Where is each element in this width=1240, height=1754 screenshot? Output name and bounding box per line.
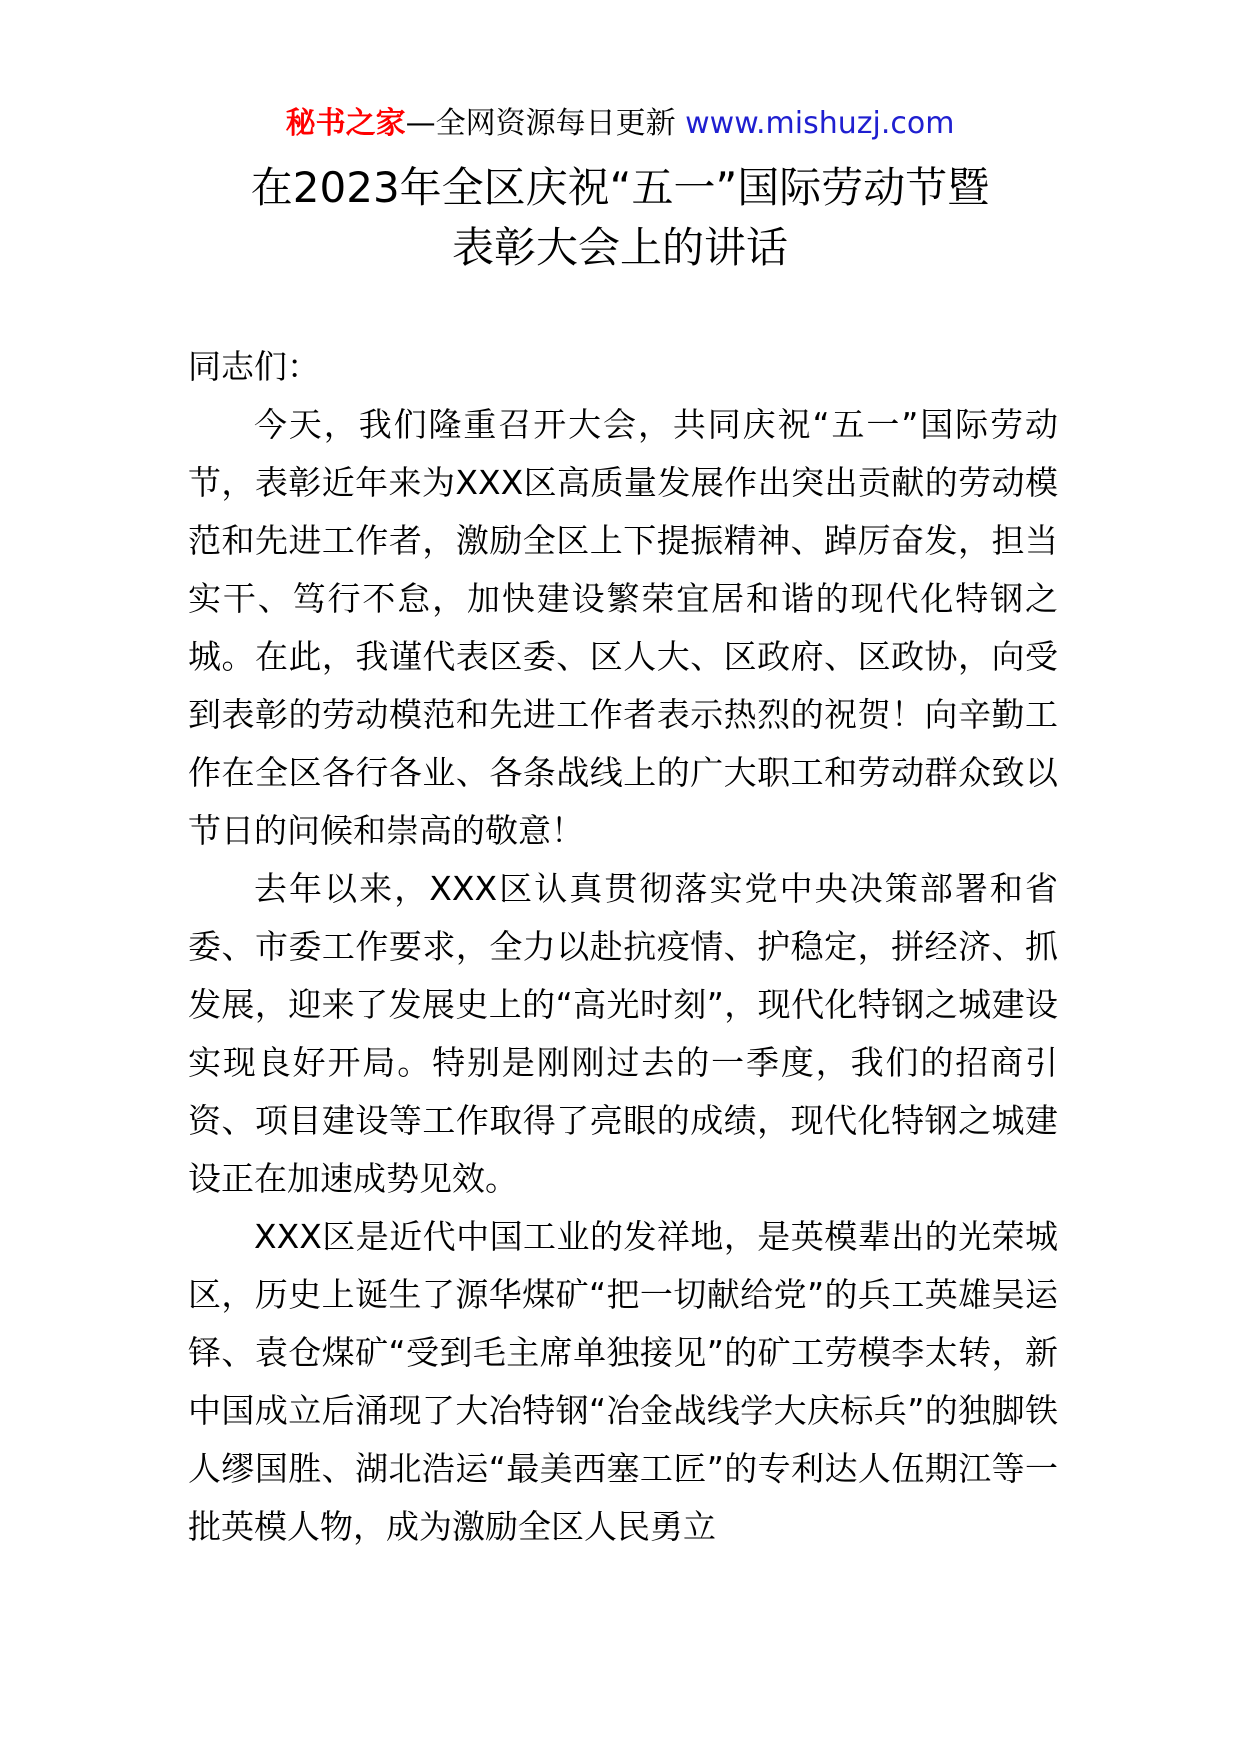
salutation: 同志们： xyxy=(188,347,320,386)
title-line-1: 在2023年全区庆祝“五一”国际劳动节暨 xyxy=(250,163,990,212)
site-header xyxy=(0,104,1240,144)
document-title xyxy=(0,158,1240,278)
site-url-link[interactable]: www.mishuzj.com xyxy=(685,106,955,141)
site-tagline: —全网资源每日更新 xyxy=(405,106,686,141)
paragraph-1: 今天，我们隆重召开大会，共同庆祝“五一”国际劳动节，表彰近年来为XXX区高质量发展作出突出贡献的劳动模范和先进工作者，激励全区上下提振精神、踔厉奋发，担当实干、笃行不怠，加快建设繁荣宜居和谐的现代化特钢之城。在此，我谨代表区委、区人大、区政府、区政协，向受到表彰的劳动模范和先进工作者表示热烈的祝贺！向辛勤工作在全区各行各业、各条战线上的广大职工和劳动群众致以节日的问候和崇高的敬意！ xyxy=(188,405,1058,850)
document-body xyxy=(188,338,1058,1556)
paragraph-3: XXX区是近代中国工业的发祥地，是英模辈出的光荣城区，历史上诞生了源华煤矿“把一切献给党”的兵工英雄吴运铎、袁仓煤矿“受到毛主席单独接见”的矿工劳模李太转，新中国成立后涌现了大冶特钢“冶金战线学大庆标兵”的独脚铁人缪国胜、湖北浩运“最美西塞工匠”的专利达人伍期江等一批英模人物，成为激励全区人民勇立 xyxy=(188,1217,1058,1546)
title-line-2: 表彰大会上的讲话 xyxy=(451,223,788,272)
brand-name: 秘书之家 xyxy=(285,106,406,141)
paragraph-2: 去年以来，XXX区认真贯彻落实党中央决策部署和省委、市委工作要求，全力以赴抗疫情、护稳定，拼经济、抓发展，迎来了发展史上的“高光时刻”，现代化特钢之城建设实现良好开局。特别是刚刚过去的一季度，我们的招商引资、项目建设等工作取得了亮眼的成绩，现代化特钢之城建设正在加速成势见效。 xyxy=(188,869,1058,1198)
